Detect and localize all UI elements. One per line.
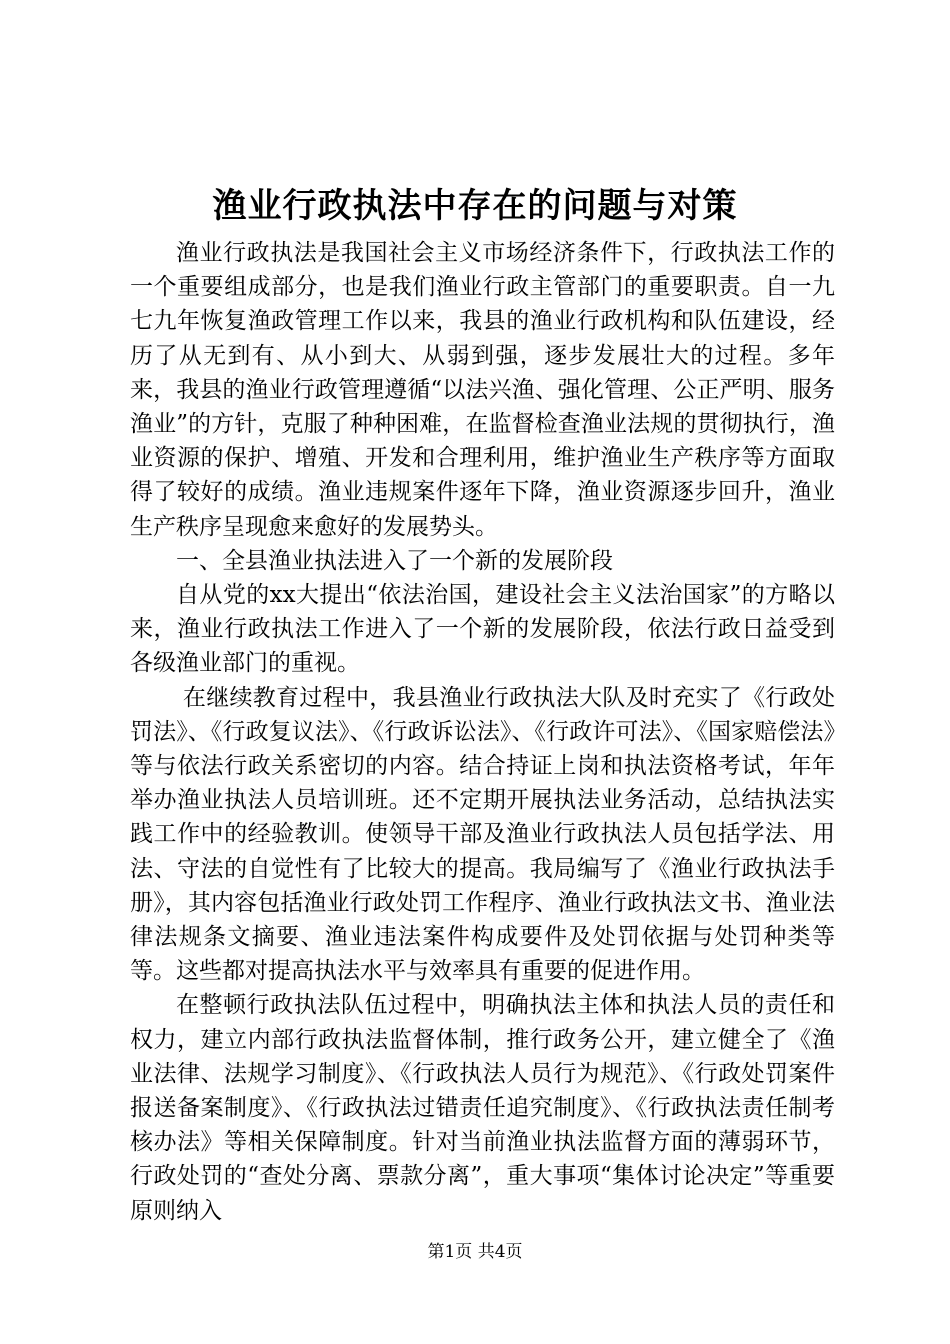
paragraph-rectification: 在整顿行政执法队伍过程中，明确执法主体和执法人员的责任和权力，建立内部行政执法监督体制，推行政务公开，建立健全了《渔业法律、法规学习制度》、《行政执法人员行为规范》、《行政处罚案件报送备案制度》、《行政执法过错责任追究制度》、《行政执法责任制考核办法》等相关保障制度。针对当前渔业执法监督方面的薄弱环节，行政处罚的“查处分离、票款分离”，重大事项“集体讨论决定”等重要原则纳入 bbox=[130, 992, 835, 1224]
paragraph-rule-of-law: 自从党的xx大提出“依法治国，建设社会主义法治国家”的方略以来，渔业行政执法工作进入了一个新的发展阶段，依法行政日益受到各级渔业部门的重视。 bbox=[130, 582, 835, 677]
section-heading-1: 一、全县渔业执法进入了一个新的发展阶段 bbox=[176, 547, 613, 574]
paragraph-education: 在继续教育过程中，我县渔业行政执法大队及时充实了《行政处罚法》、《行政复议法》、《行政诉讼法》、《行政许可法》、《国家赔偿法》等与依法行政关系密切的内容。结合持证上岗和执法资格考试，年年举办渔业执法人员培训班。还不定期开展执法业务活动，总结执法实践工作中的经验教训。使领导干部及渔业行政执法人员包括学法、用法、守法的自觉性有了比较大的提高。我局编写了《渔业行政执法手册》，其内容包括渔业行政处罚工作程序、渔业行政执法文书、渔业法律法规条文摘要、渔业违法案件构成要件及处罚依据与处罚种类等等。这些都对提高执法水平与效率具有重要的促进作用。 bbox=[130, 684, 835, 985]
document-title: 渔业行政执法中存在的问题与对策 bbox=[212, 186, 738, 226]
document-body bbox=[130, 236, 835, 1228]
page-number-footer: 第1页 共4页 bbox=[427, 1242, 523, 1262]
paragraph-intro: 渔业行政执法是我国社会主义市场经济条件下，行政执法工作的一个重要组成部分，也是我们渔业行政主管部门的重要职责。自一九七九年恢复渔政管理工作以来，我县的渔业行政机构和队伍建设，经历了从无到有、从小到大、从弱到强，逐步发展壮大的过程。多年来，我县的渔业行政管理遵循“以法兴渔、强化管理、公正严明、服务渔业”的方针，克服了种种困难，在监督检查渔业法规的贯彻执行，渔业资源的保护、增殖、开发和合理利用，维护渔业生产秩序等方面取得了较好的成绩。渔业违规案件逐年下降，渔业资源逐步回升，渔业生产秩序呈现愈来愈好的发展势头。 bbox=[130, 240, 835, 540]
